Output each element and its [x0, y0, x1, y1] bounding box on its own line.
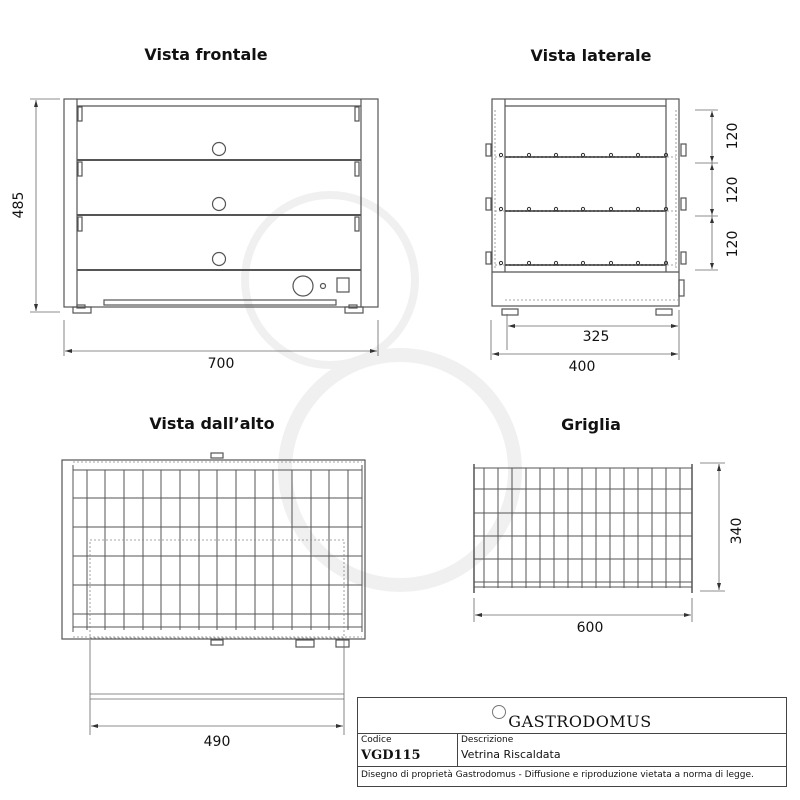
title-block — [357, 697, 787, 787]
grid-depth-dimension: 340 — [729, 517, 745, 545]
description-value: Vetrina Riscaldata — [461, 748, 561, 761]
side-inner-depth-dimension: 325 — [582, 329, 610, 345]
top-view-title: Vista dall’alto — [149, 414, 275, 433]
chef-hat-logo-icon — [492, 705, 506, 719]
side-depth-dimension: 400 — [568, 359, 596, 375]
side-view-drawing — [486, 99, 686, 315]
code-value: VGD115 — [361, 748, 421, 763]
side-view-title: Vista laterale — [530, 46, 652, 65]
front-view-drawing — [64, 99, 378, 313]
side-dimensions — [491, 110, 718, 360]
side-shelf-spacing-1: 120 — [725, 122, 741, 150]
front-width-dimension: 700 — [207, 356, 235, 372]
description-label: Descrizione — [461, 735, 514, 745]
code-cell — [358, 734, 458, 766]
side-view-bolts — [499, 153, 667, 264]
brand-header — [358, 698, 786, 734]
code-label: Codice — [361, 735, 392, 745]
brand-name: GASTRODOMUS — [508, 712, 652, 731]
top-inner-width-dimension: 490 — [203, 734, 231, 750]
front-view-title: Vista frontale — [144, 45, 268, 64]
description-cell — [458, 734, 564, 766]
side-shelf-spacing-3: 120 — [725, 230, 741, 258]
top-dimensions — [90, 640, 344, 735]
front-height-dimension: 485 — [11, 191, 27, 219]
grid-width-dimension: 600 — [576, 620, 604, 636]
copyright-notice: Disegno di proprietà Gastrodomus - Diffusione e riproduzione vietata a norma di legge. — [361, 770, 754, 780]
side-shelf-spacing-2: 120 — [725, 176, 741, 204]
grid-title: Griglia — [561, 415, 621, 434]
code-description-row — [358, 734, 786, 767]
